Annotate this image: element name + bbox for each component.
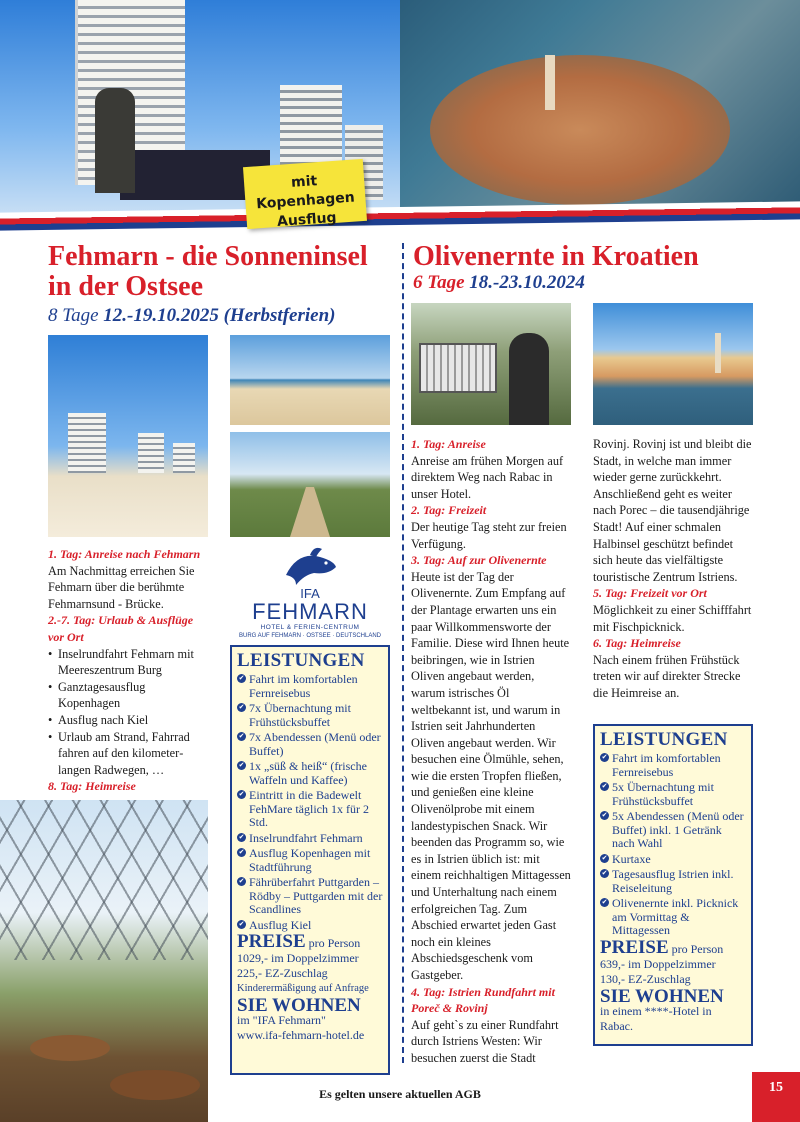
service-item: ✔ Fahrt im komfortablen Fernreisebus: [237, 673, 383, 700]
hotel-website-link[interactable]: www.ifa-fehmarn-hotel.de: [237, 1028, 365, 1042]
service-item: ✔ Fährüberfahrt Puttgarden – Rödby – Puttgarden mit der Scandlines: [237, 876, 383, 917]
rday5-heading: 5. Tag: Freizeit vor Ort: [593, 586, 707, 601]
price-double: 639,- im Doppelzimmer: [600, 956, 716, 971]
sandy-beach-photo: [230, 335, 390, 425]
right-itinerary-col2: [593, 436, 755, 702]
badge-line2: Ausflug: [276, 209, 338, 230]
price-per: pro Person: [671, 941, 724, 956]
logo-name: FEHMARN: [252, 599, 368, 624]
service-item: ✔ Ausflug Kiel: [237, 919, 383, 933]
beach-hotels-photo: [48, 335, 208, 537]
list-item: • Urlaub am Strand, Fahrrad fahren auf den kilometerlangen Radwegen, …: [48, 729, 208, 779]
price-children: Kinderermäßigung auf Anfrage: [237, 983, 369, 994]
service-item: ✔ Kurtaxe: [600, 853, 746, 867]
rday4-heading: 4. Tag: Istrien Rundfahrt mit Poreč & Rovinj: [411, 984, 555, 1016]
right-title: Olivenernte in Kroatien: [413, 241, 699, 272]
stay-heading: SIE WOHNEN: [237, 995, 361, 1016]
services-heading: LEISTUNGEN: [237, 650, 365, 671]
list-item: • Ausflug nach Kiel: [48, 712, 208, 729]
day2-heading: 2.-7. Tag: Urlaub & Ausflüge vor Ort: [48, 613, 194, 644]
left-subtitle: 8 Tage 12.-19.10.2025 (Herbstferien): [48, 305, 336, 326]
badge-line1: mit Kopenhagen: [255, 173, 356, 213]
excursion-list: [48, 646, 208, 779]
list-item: • Ganztagesausflug Kopenhagen: [48, 679, 208, 712]
service-item: ✔ Ausflug Kopenhagen mit Stadtführung: [237, 847, 383, 874]
right-subtitle: 6 Tage 18.-23.10.2024: [413, 272, 585, 293]
price-single: 225,- EZ-Zuschlag: [237, 966, 328, 980]
left-services-box: [230, 645, 390, 1075]
rday2-text: Der heutige Tag steht zur freien Verfügung.: [411, 519, 567, 551]
dune-path-photo: [230, 432, 390, 537]
logo-tag: BURG AUF FEHMARN · OSTSEE · DEUTSCHLAND: [238, 633, 381, 639]
logo-line: HOTEL & FERIEN-CENTRUM: [260, 624, 360, 631]
price-heading: PREISE: [600, 936, 669, 958]
price-single: 130,- EZ-Zuschlag: [600, 971, 691, 986]
stay-heading: SIE WOHNEN: [600, 985, 724, 1007]
rday1-text: Anreise am frühen Morgen auf direktem Weg nach Rabac in unser Hotel.: [411, 453, 564, 501]
rday6-heading: 6. Tag: Heimreise: [593, 636, 681, 651]
stay-hotel: im "IFA Fehmarn": [237, 1013, 326, 1027]
column-divider: [402, 243, 404, 1063]
rday2-heading: 2. Tag: Freizeit: [411, 503, 487, 518]
rday1-heading: 1. Tag: Anreise: [411, 437, 486, 451]
ifa-fehmarn-logo: [236, 545, 384, 640]
service-item: ✔ Inselrundfahrt Fehmarn: [237, 832, 383, 846]
service-item: ✔ Tagesausflug Istrien inkl. Reiseleitung: [600, 868, 746, 895]
agb-footer: Es gelten unsere aktuellen AGB: [319, 1087, 481, 1101]
day1-text: Am Nachmittag erreichen Sie Fehmarn über die berühmte Fehmarnsund - Brücke.: [48, 563, 195, 611]
left-itinerary: [48, 546, 208, 795]
istria-aerial-photo: [400, 0, 800, 215]
day1-heading: 1. Tag: Anreise nach Fehmarn: [48, 547, 201, 561]
services-heading: LEISTUNGEN: [600, 729, 728, 750]
kopenhagen-badge: [243, 159, 367, 229]
service-item: ✔ Olivenernte inkl. Picknick am Vormittag & Mittagessen: [600, 897, 746, 938]
service-item: ✔ 7x Abendessen (Menü oder Buffet): [237, 731, 383, 758]
olive-harvest-photo: [411, 303, 571, 425]
right-itinerary-col1: [411, 436, 571, 1067]
rday3-text: Heute ist der Tag der Olivenernte. Zum Empfang auf der Plantage erwarten uns ein paar Willkommensworte der Familie. Diese wird Ihnen heute beibringen, wie in Istrien Oliven angebaut werden, warum istrisches Öl weltbekannt ist, und warum in Istrien seit Jahrhunderten Oliven angebaut werden. Wir besuchen eine Ölmühle, sehen, wie die ersten Tropfen fließen, und genießen eine kleine Olivenölprobe mit einem landestypischen Snack. Wir beenden das Programm so, wie es in Istrien üblich ist: mit einem reichhaltigen Mittagessen und Unterhaltung nach einem erfolgreichen Tag. Zum Abschied erwartet jeden Gast noch ein kleines Abschiedsgeschenk vom Gastgeber.: [411, 569, 571, 982]
rday5-text: Möglichkeit zu einer Schifffahrt mit Fischpicknick.: [593, 602, 752, 634]
rovinj-harbor-photo: [593, 303, 753, 425]
service-item: ✔ Fahrt im komfortablen Fernreisebus: [600, 752, 746, 779]
rday3-heading: 3. Tag: Auf zur Olivenernte: [411, 553, 547, 568]
price-double: 1029,- im Doppelzimmer: [237, 951, 359, 965]
service-item: ✔ 7x Übernachtung mit Frühstücksbuffet: [237, 702, 383, 729]
fish-icon: [280, 545, 340, 587]
page-number: 15: [752, 1072, 800, 1122]
service-item: ✔ 1x „süß & heiß“ (frische Waffeln und Kaffee): [237, 760, 383, 787]
rday4-text: Auf geht`s zu einer Rundfahrt durch Istriens Westen: Wir besuchen zuerst die Stadt: [411, 1017, 559, 1065]
price-per: pro Person: [308, 936, 361, 950]
rday6-text: Nach einem frühen Frühstück treten wir auf direkter Strecke die Heimreise an.: [593, 652, 741, 700]
logo-brand: IFA: [300, 586, 320, 601]
service-item: ✔ Eintritt in die Badewelt FehMare täglich 1x für 2 Std.: [237, 789, 383, 830]
conservatory-photo: [0, 800, 208, 1122]
stay-hotel: in einem ****-Hotel in Rabac.: [600, 1003, 712, 1033]
price-heading: PREISE: [237, 931, 306, 952]
service-item: ✔ 5x Abendessen (Menü oder Buffet) inkl. 1 Getränk nach Wahl: [600, 810, 746, 851]
service-item: ✔ 5x Übernachtung mit Frühstücksbuffet: [600, 781, 746, 808]
list-item: • Inselrundfahrt Fehmarn mit Meereszentrum Burg: [48, 646, 208, 679]
left-title: Fehmarn - die Sonneninsel in der Ostsee: [48, 241, 368, 302]
day8-heading: 8. Tag: Heimreise: [48, 779, 136, 794]
right-services-box: [593, 724, 753, 1046]
rovinj-text: Rovinj. Rovinj ist und bleibt die Stadt, in welche man immer wieder gerne zurückkehrt. Anschließend geht es weiter nach Porec – die tausendjährige Stadt! Auf einer schmalen Halbinsel geschützt befindet sich heute das vielfältigste touristische Zentrum Istriens.: [593, 437, 752, 584]
